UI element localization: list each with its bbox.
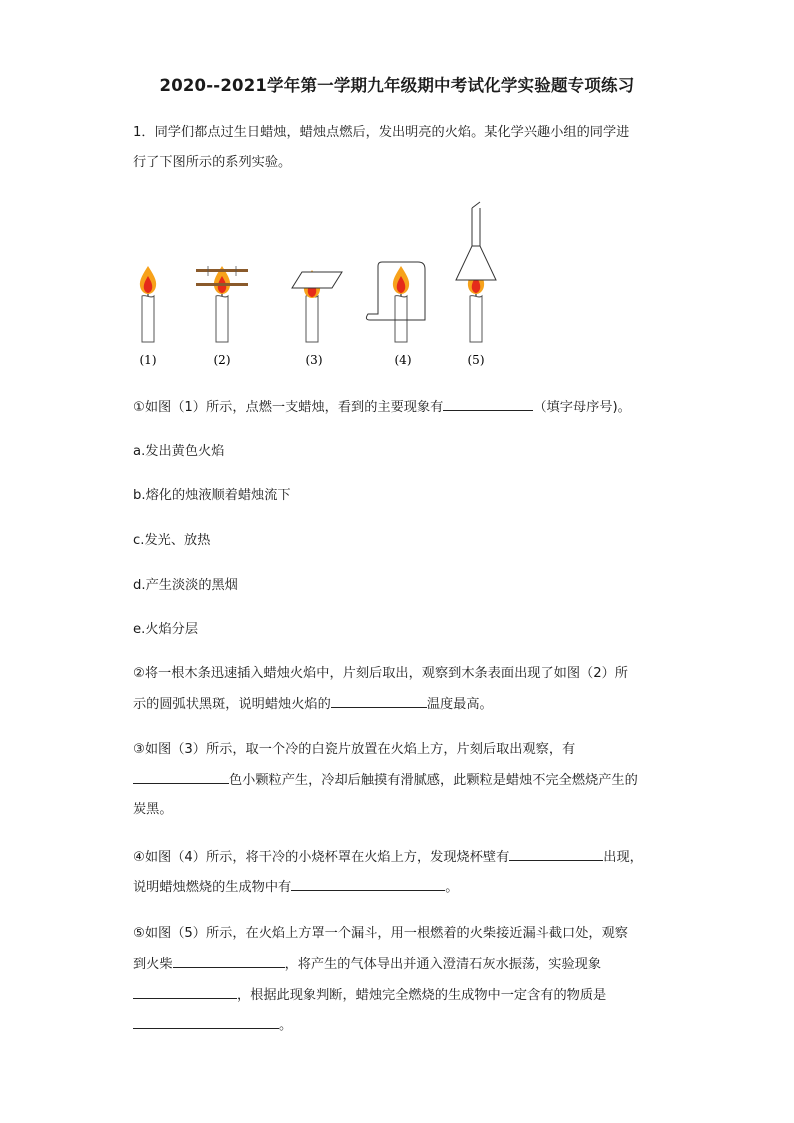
part5-answer-blank-1[interactable] — [173, 955, 285, 968]
option-d: d.产生淡淡的黑烟 — [133, 578, 238, 593]
figure-label-1: (1) — [139, 353, 157, 367]
part4-line1 — [133, 848, 643, 867]
part5-answer-blank-3[interactable] — [133, 1016, 279, 1029]
part3-answer-blank[interactable] — [133, 771, 229, 784]
part2-text-before: 示的圆弧状黑斑，说明蜡烛火焰的 — [133, 697, 331, 712]
part3-line3: 炭黑。 — [133, 802, 173, 817]
part5-line4 — [133, 1016, 292, 1035]
candle-1 — [140, 266, 156, 342]
part3-line1: ③如图（3）所示，取一个冷的白瓷片放置在火焰上方，片刻后取出观察，有 — [133, 742, 576, 757]
figure-label-5: (5) — [467, 353, 485, 367]
part5-line1: ⑤如图（5）所示，在火焰上方罩一个漏斗，用一根燃着的火柴接近漏斗截口处，观察 — [133, 926, 628, 941]
option-c: c.发光、放热 — [133, 533, 211, 548]
part2-answer-blank[interactable] — [331, 695, 427, 708]
part4-text-before: ④如图（4）所示，将干冷的小烧杯罩在火焰上方，发现烧杯壁有 — [133, 850, 510, 865]
part4-answer-blank-1[interactable] — [509, 848, 603, 861]
part5-line3 — [133, 986, 606, 1005]
candle-5 — [456, 202, 496, 342]
page-title: 2020--2021学年第一学期九年级期中考试化学实验题专项练习 — [159, 76, 635, 95]
part1-text-before: ①如图（1）所示，点燃一支蜡烛，看到的主要现象有 — [133, 400, 444, 415]
part5-text-after: ，将产生的气体导出并通入澄清石灰水振荡，实验现象 — [284, 957, 602, 972]
candle-3 — [292, 270, 342, 342]
candle-experiments-figure — [120, 196, 520, 376]
part5-line2 — [133, 955, 601, 974]
part2-line1: ②将一根木条迅速插入蜡烛火焰中，片刻后取出，观察到木条表面出现了如图（2）所 — [133, 666, 628, 681]
option-b: b.熔化的烛液顺着蜡烛流下 — [133, 488, 291, 503]
q1-intro-line1: 1．同学们都点过生日蜡烛，蜡烛点燃后，发出明亮的火焰。某化学兴趣小组的同学进 — [133, 125, 630, 140]
option-a: a.发出黄色火焰 — [133, 444, 225, 459]
q1-intro-line2: 行了下图所示的系列实验。 — [133, 155, 292, 170]
part5-text-after2: ，根据此现象判断，蜡烛完全燃烧的生成物中一定含有的物质是 — [237, 988, 607, 1003]
candle-2 — [196, 266, 248, 342]
part2-line2 — [133, 695, 493, 714]
part5-text-before: 到火柴 — [133, 957, 173, 972]
part1-line — [133, 398, 631, 417]
part1-answer-blank[interactable] — [443, 398, 533, 411]
part4-text-before2: 说明蜡烛燃烧的生成物中有 — [133, 880, 292, 895]
part5-answer-blank-2[interactable] — [133, 986, 237, 999]
part3-text-after: 色小颗粒产生，冷却后触摸有滑腻感，此颗粒是蜡烛不完全燃烧产生的 — [229, 773, 638, 788]
part4-answer-blank-2[interactable] — [291, 878, 445, 891]
candle-4 — [366, 262, 425, 342]
part1-text-after: （填字母序号)。 — [533, 400, 631, 415]
figure-label-3: (3) — [305, 353, 323, 367]
figure-label-4: (4) — [394, 353, 412, 367]
part4-text-after2: 。 — [445, 880, 459, 895]
part2-text-after: 温度最高。 — [426, 697, 493, 712]
part3-line2 — [133, 771, 638, 790]
part5-text-end: 。 — [279, 1018, 293, 1033]
part4-text-after: 出现， — [603, 850, 643, 865]
figure-label-2: (2) — [213, 353, 231, 367]
option-e: e.火焰分层 — [133, 622, 199, 637]
part4-line2 — [133, 878, 458, 897]
